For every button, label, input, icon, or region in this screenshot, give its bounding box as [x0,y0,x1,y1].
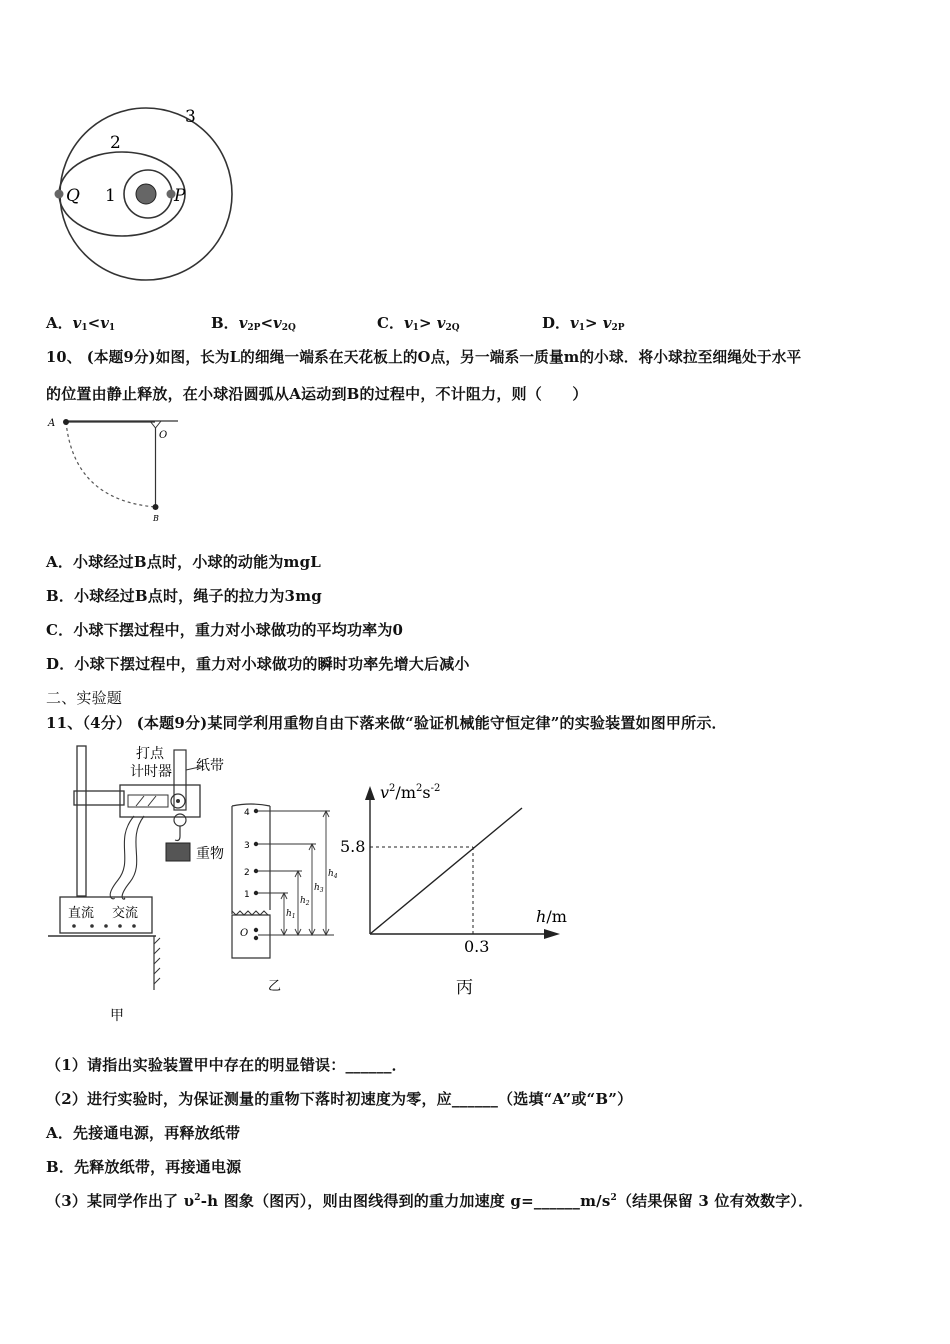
q10-option-a: A．小球经过B点时，小球的动能为mgL [46,553,322,571]
q10-option-d: D．小球下摆过程中，重力对小球做功的瞬时功率先增大后减小 [46,655,470,673]
q11-option-a: A．先接通电源，再释放纸带 [46,1124,241,1142]
h1-label: $h_1$ [286,909,296,920]
q11-sub2: （2）进行实验时，为保证测量的重物下落时初速度为零，应______（选填“A”或“B”） [46,1090,633,1108]
pendulum-figure [40,408,190,528]
dc-label: 直流 [68,906,95,921]
point-o-label: O [240,928,249,939]
clamp-bar [74,791,124,805]
y-axis-arrow-icon [365,786,375,800]
swing-arc [66,422,156,507]
timer-box [120,785,200,817]
q9-option-c: C．$v_1> v_{2Q}$ [377,314,460,333]
y-mark-label: 5.8 [340,837,366,856]
weight-label: 重物 [196,846,224,862]
q10-option-b: B．小球经过B点时，绳子的拉力为3mg [46,587,322,605]
point-p-label: P [174,186,186,206]
point-3-label: 3 [244,841,250,851]
point-q-dot [55,190,64,199]
q10-stem-line1: 10、 (本题9分)如图，长为L的细绳一端系在天花板上的O点，另一端系一质量m的小球．将小球拉至细绳处于水平 [46,349,802,366]
label-o: O [159,430,168,441]
point-2-label: 2 [244,868,250,878]
q11-header: 11、（4分） (本题9分)某同学利用重物自由下落来做“验证机械能守恒定律”的实验装置如图甲所示． [46,714,727,732]
ball-a-icon [63,419,69,425]
q10-option-c: C．小球下摆过程中，重力对小球做功的平均功率为0 [46,621,404,639]
wire-1 [110,816,134,899]
label-a: A [48,418,56,429]
graph-figure-bing [338,772,578,1002]
weight-icon [166,843,190,861]
caption-jia: 甲 [110,1008,124,1024]
orbit-3-label: 3 [185,107,196,127]
orbit-figure [40,100,240,300]
point-q-label: Q [66,186,80,206]
timer-label-1: 打点 [136,746,164,762]
ball-b-icon [153,504,159,510]
planet-icon [136,184,156,204]
h3-label: $h_3$ [314,883,324,894]
orbit-2-label: 2 [110,133,121,153]
x-mark-label: 0.3 [464,937,490,956]
apparatus-figure-jia [44,740,234,1030]
timer-label-2: 计时器 [130,764,172,780]
x-axis-label: h/m [536,907,567,926]
h4-label: $h_4$ [328,869,338,880]
q9-option-b: B．$v_{2P}<v_{2Q}$ [211,314,296,333]
h2-label: $h_2$ [300,896,310,907]
data-line [370,808,522,934]
label-b: B [153,514,159,523]
q11-option-b: B．先释放纸带，再接通电源 [46,1158,242,1176]
q9-option-d: D．$v_1> v_{2P}$ [542,314,625,333]
y-axis-label: $v^2/m^2s^{-2}$ [380,783,441,802]
tape-figure-yi [226,800,346,995]
caption-yi: 乙 [268,979,282,994]
x-axis-arrow-icon [544,929,560,939]
orbit-1-label: 1 [105,186,116,206]
q11-sub3: （3）某同学作出了 $\upsilon^2-h$ 图象（图丙），则由图线得到的重力加速度 $g=\_\_\_\_\_\_m/s^2$（结果保留 3 位有效数字）． [46,1192,814,1210]
caption-bing: 丙 [456,978,473,998]
wire-2 [122,816,144,899]
tape-label: 纸带 [196,758,224,774]
point-1-label: 1 [244,890,250,900]
q11-sub1: （1）请指出实验装置甲中存在的明显错误：______． [46,1056,407,1074]
q10-stem-line2: 的位置由静止释放，在小球沿圆弧从A运动到B的过程中，不计阻力，则（ ） [46,385,588,403]
ac-label: 交流 [112,906,139,921]
stand-rod [77,746,86,896]
q9-option-a: A．$v_1<v_1$ [46,314,116,333]
section-title: 二、实验题 [46,689,123,707]
point-4-label: 4 [244,808,250,818]
